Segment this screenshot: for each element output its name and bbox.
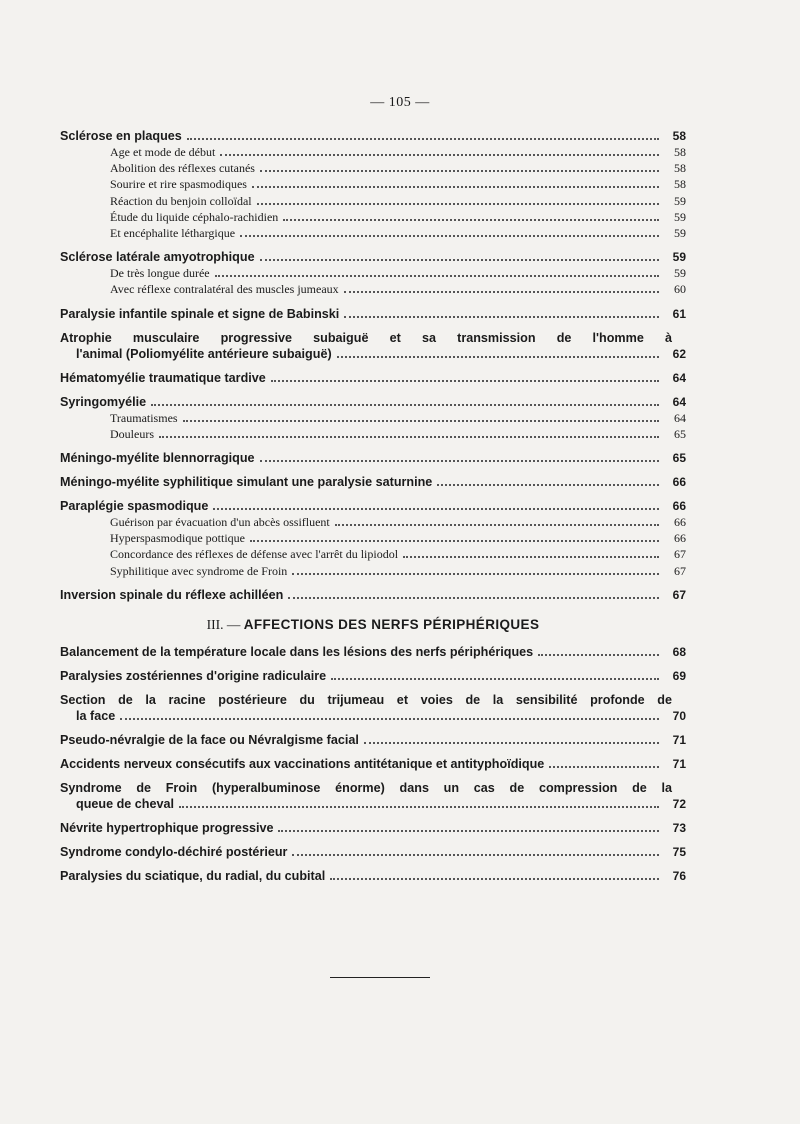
toc-entry-page: 61 xyxy=(672,306,686,321)
toc-subentry-title: Et encéphalite léthargique xyxy=(110,226,236,241)
leader-dots xyxy=(252,186,659,188)
toc-entry-page: 62 xyxy=(672,346,686,361)
toc-entry xyxy=(60,249,686,265)
page-number: — 105 — xyxy=(370,95,430,110)
toc-entry-title: queue de cheval xyxy=(76,796,174,811)
toc-entry-title: Paralysies zostériennes d'origine radiculaire xyxy=(60,668,327,683)
leader-dots xyxy=(159,436,659,438)
leader-dots xyxy=(344,316,659,318)
leader-dots xyxy=(335,524,659,526)
toc-entry xyxy=(60,370,686,386)
toc-entry-page: 67 xyxy=(672,587,686,602)
leader-dots xyxy=(213,508,659,510)
toc-subentry-page: 58 xyxy=(674,161,686,176)
section-number: III. xyxy=(206,616,224,632)
toc-entry-title: Pseudo-névralgie de la face ou Névralgisme facial xyxy=(60,732,359,747)
toc-subentry-page: 59 xyxy=(674,209,686,224)
toc-subentry-title: Abolition des réflexes cutanés xyxy=(110,161,255,176)
toc-subentry-page: 58 xyxy=(674,177,686,192)
toc-entry-page: 71 xyxy=(672,732,686,747)
leader-dots xyxy=(183,420,659,422)
toc-entry xyxy=(60,306,686,322)
toc-entry-page: 66 xyxy=(672,475,686,490)
toc-entry xyxy=(60,844,686,860)
leader-dots xyxy=(120,718,659,720)
leader-dots xyxy=(240,235,659,237)
leader-dots xyxy=(437,484,659,486)
toc-subentry-page: 60 xyxy=(674,282,686,297)
toc-subentry xyxy=(60,563,686,579)
toc-entry xyxy=(60,644,686,660)
toc-entry xyxy=(60,450,686,466)
toc-entry-page: 64 xyxy=(672,394,686,409)
toc-subentry-title: Syphilitique avec syndrome de Froin xyxy=(110,563,288,578)
toc-subentry-page: 59 xyxy=(674,266,686,281)
leader-dots xyxy=(330,878,659,880)
toc-subentry-title: Concordance des réflexes de défense avec l'arrêt du lipiodol xyxy=(110,547,399,562)
toc-entry-froin xyxy=(60,780,686,812)
toc-subentry-title: Traumatismes xyxy=(110,410,178,425)
section-heading xyxy=(60,616,686,634)
toc-subentry-title: Hyperspasmodique pottique xyxy=(110,531,245,546)
toc-subentry xyxy=(60,193,686,209)
toc-entry-title: Syringomyélie xyxy=(60,394,147,409)
leader-dots xyxy=(337,356,659,358)
leader-dots xyxy=(220,154,659,156)
leader-dots xyxy=(549,766,659,768)
leader-dots xyxy=(283,219,659,221)
toc-entry xyxy=(60,394,686,410)
leader-dots xyxy=(364,742,659,744)
toc-subentry-page: 59 xyxy=(674,226,686,241)
toc-entry-atrophie xyxy=(60,330,686,362)
toc-subentry-page: 64 xyxy=(674,410,686,425)
toc-subentry-title: Étude du liquide céphalo-rachidien xyxy=(110,209,279,224)
leader-dots xyxy=(260,460,659,462)
leader-dots xyxy=(260,259,659,261)
toc-subentry-title: Réaction du benjoin colloïdal xyxy=(110,193,252,208)
toc-entry-page: 70 xyxy=(672,708,686,723)
toc-entry-section-racine xyxy=(60,692,686,724)
toc-entry-page: 68 xyxy=(672,644,686,659)
leader-dots xyxy=(179,806,659,808)
toc-entry-line: Atrophie musculaire progressive subaiguë et sa transmission de l'homme à xyxy=(60,330,672,345)
closing-rule xyxy=(330,977,430,978)
toc-entry-line: Section de la racine postérieure du trijumeau et voies de la sensibilité profonde de xyxy=(60,692,672,707)
toc-subentry-title: Douleurs xyxy=(110,426,154,441)
section-dash: — xyxy=(226,616,241,632)
toc-subentry xyxy=(60,265,686,281)
leader-dots xyxy=(215,275,659,277)
toc-entry-title: Paralysies du sciatique, du radial, du cubital xyxy=(60,868,326,883)
toc-entry xyxy=(60,128,686,144)
leader-dots xyxy=(151,404,659,406)
toc-entry xyxy=(60,474,686,490)
toc-entry-page: 71 xyxy=(672,756,686,771)
toc-entry-page: 73 xyxy=(672,820,686,835)
toc-subentry-page: 66 xyxy=(674,515,686,530)
leader-dots xyxy=(260,170,659,172)
toc-entry-title: Inversion spinale du réflexe achilléen xyxy=(60,587,284,602)
toc-entry-title: Méningo-myélite blennorragique xyxy=(60,451,255,466)
toc-entry-title: Névrite hypertrophique progressive xyxy=(60,820,274,835)
toc-entry-title: Sclérose en plaques xyxy=(60,129,182,143)
toc-entry xyxy=(60,587,686,603)
toc-entry xyxy=(60,820,686,836)
toc-entry-title: Accidents nerveux consécutifs aux vaccinations antitétanique et antityphoïdique xyxy=(60,756,545,771)
toc-entry-title: Sclérose latérale amyotrophique xyxy=(60,250,255,265)
toc-subentry xyxy=(60,209,686,225)
section-title: AFFECTIONS DES NERFS PÉRIPHÉRIQUES xyxy=(243,616,540,632)
toc-entry-title: Syndrome condylo-déchiré postérieur xyxy=(60,844,288,859)
toc-subentry-title: Guérison par évacuation d'un abcès ossifluent xyxy=(110,515,330,530)
toc-entry-page: 72 xyxy=(672,796,686,811)
toc-subentry-title: Age et mode de début xyxy=(110,145,216,159)
toc-subentry xyxy=(60,426,686,442)
toc-group-1 xyxy=(60,128,686,322)
toc-entry xyxy=(60,668,686,684)
leader-dots xyxy=(278,830,659,832)
toc-entry-page: 59 xyxy=(672,250,686,265)
leader-dots xyxy=(288,597,659,599)
toc-entry-page: 65 xyxy=(672,451,686,466)
toc-subentry-title: De très longue durée xyxy=(110,266,210,281)
toc-subentry-page: 67 xyxy=(674,563,686,578)
toc-subentry-title: Avec réflexe contralatéral des muscles jumeaux xyxy=(110,282,339,297)
toc-entry xyxy=(60,498,686,514)
toc-subentry xyxy=(60,176,686,192)
toc-entry-line: Syndrome de Froin (hyperalbuminose énorme) dans un cas de compression de la xyxy=(60,780,672,795)
toc-subentry-title: Sourire et rire spasmodiques xyxy=(110,177,247,192)
toc-entry xyxy=(60,732,686,748)
toc-entry-page: 76 xyxy=(672,868,686,883)
toc-subentry xyxy=(60,514,686,530)
toc-group-3 xyxy=(60,820,686,884)
toc-subentry xyxy=(60,530,686,546)
leader-dots xyxy=(292,573,659,575)
table-of-contents xyxy=(60,128,686,884)
toc-entry-title: l'animal (Poliomyélite antérieure subaiguë) xyxy=(76,346,332,361)
toc-subentry xyxy=(60,546,686,562)
toc-entry-page: 64 xyxy=(672,370,686,385)
toc-group-2 xyxy=(60,370,686,603)
toc-entry-title: Paraplégie spasmodique xyxy=(60,499,209,514)
toc-subentry xyxy=(60,225,686,241)
toc-entry-title: la face xyxy=(76,708,116,723)
leader-dots xyxy=(292,854,659,856)
leader-dots xyxy=(257,203,659,205)
toc-entry xyxy=(60,756,686,772)
leader-dots xyxy=(271,380,659,382)
leader-dots xyxy=(187,138,659,140)
toc-entry-title: Paralysie infantile spinale et signe de Babinski xyxy=(60,306,340,321)
toc-subentry xyxy=(60,410,686,426)
toc-subentry-page: 58 xyxy=(674,145,686,159)
toc-subentry xyxy=(60,160,686,176)
leader-dots xyxy=(250,540,659,542)
toc-entry xyxy=(60,868,686,884)
toc-subentry-page: 59 xyxy=(674,193,686,208)
toc-entry-title: Hématomyélie traumatique tardive xyxy=(60,370,266,385)
toc-entry-title: Méningo-myélite syphilitique simulant une paralysie saturnine xyxy=(60,475,433,490)
toc-entry-title: Balancement de la température locale dans les lésions des nerfs périphériques xyxy=(60,644,534,659)
toc-subentry-page: 66 xyxy=(674,531,686,546)
leader-dots xyxy=(538,654,659,656)
toc-entry-page: 69 xyxy=(672,668,686,683)
toc-subentry xyxy=(60,144,686,160)
toc-subentry xyxy=(60,281,686,297)
toc-entry-page: 58 xyxy=(672,129,686,143)
leader-dots xyxy=(403,556,659,558)
toc-entry-page: 75 xyxy=(672,844,686,859)
toc-subentry-page: 67 xyxy=(674,547,686,562)
leader-dots xyxy=(331,678,659,680)
toc-subentry-page: 65 xyxy=(674,426,686,441)
leader-dots xyxy=(344,291,659,293)
toc-entry-page: 66 xyxy=(672,499,686,514)
